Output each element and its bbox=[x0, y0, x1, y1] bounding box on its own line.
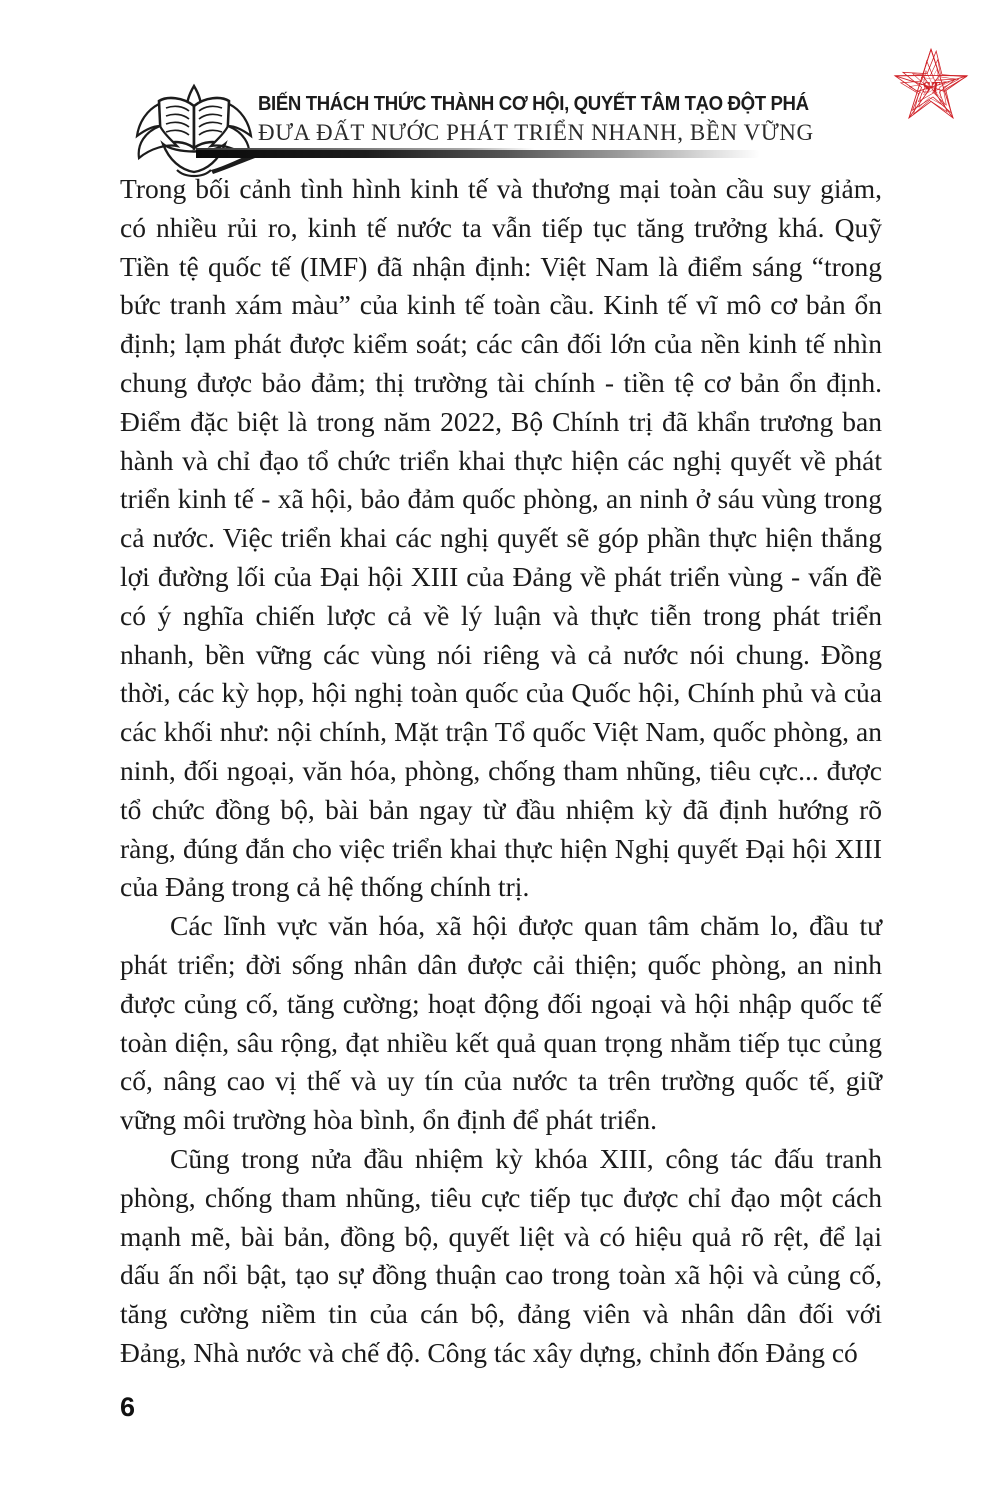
header-title-line1: BIẾN THÁCH THỨC THÀNH CƠ HỘI, QUYẾT TÂM TẠO ĐỘT PHÁ bbox=[258, 93, 809, 115]
paragraph: Cũng trong nửa đầu nhiệm kỳ khóa XIII, công tác đấu tranh phòng, chống tham nhũng, tiêu cực tiếp tục được chỉ đạo một cách mạnh mẽ, bài bản, đồng bộ, quyết liệt và có hiệu quả rõ rệt, để lại dấu ấn nổi bật, tạo sự đồng thuận cao trong toàn xã hội và củng cố, tăng cường niềm tin của cán bộ, đảng viên và nhân dân đối với Đảng, Nhà nước và chế độ. Công tác xây dựng, chỉnh đốn Đảng có bbox=[120, 1142, 882, 1368]
header-title-line2: ĐƯA ĐẤT NƯỚC PHÁT TRIỂN NHANH, BỀN VỮNG bbox=[258, 120, 814, 145]
page-number: 6 bbox=[120, 1392, 136, 1422]
paragraph: Các lĩnh vực văn hóa, xã hội được quan tâm chăm lo, đầu tư phát triển; đời sống nhân dân được cải thiện; quốc phòng, an ninh được củng cố, tăng cường; hoạt động đối ngoại và hội nhập quốc tế toàn diện, sâu rộng, đạt nhiều kết quả quan trọng nhằm tiếp tục củng cố, nâng cao vị thế và uy tín của nước ta trên trường quốc tế, giữ vững môi trường hòa bình, ổn định để phát triển. bbox=[120, 910, 882, 1136]
svg-text:ST: ST bbox=[922, 79, 940, 97]
page-body bbox=[120, 170, 882, 1373]
header-gradient-rule bbox=[196, 150, 760, 158]
running-header bbox=[258, 93, 818, 146]
paragraph: Trong bối cảnh tình hình kinh tế và thương mại toàn cầu suy giảm, có nhiều rủi ro, kinh tế nước ta vẫn tiếp tục tăng trưởng khá. Quỹ Tiền tệ quốc tế (IMF) đã nhận định: Việt Nam là điểm sáng “trong bức tranh xám màu” của kinh tế toàn cầu. Kinh tế vĩ mô cơ bản ổn định; lạm phát được kiểm soát; các cân đối lớn của nền kinh tế nhìn chung được bảo đảm; thị trường tài chính - tiền tệ cơ bản ổn định. Điểm đặc biệt là trong năm 2022, Bộ Chính trị đã khẩn trương ban hành và chỉ đạo tổ chức triển khai thực hiện các nghị quyết về phát triển kinh tế - xã hội, bảo đảm quốc phòng, an ninh ở sáu vùng trong cả nước. Việc triển khai các nghị quyết sẽ góp phần thực hiện thắng lợi đường lối của Đại hội XIII của Đảng về phát triển vùng - vấn đề có ý nghĩa chiến lược cả về lý luận và thực tiễn trong phát triển nhanh, bền vững các vùng nói riêng và cả nước nói chung. Đồng thời, các kỳ họp, hội nghị toàn quốc của Quốc hội, Chính phủ và của các khối như: nội chính, Mặt trận Tổ quốc Việt Nam, quốc phòng, an ninh, đối ngoại, văn hóa, phòng, chống tham nhũng, tiêu cực... được tổ chức đồng bộ, bài bản ngay từ đầu nhiệm kỳ đã định hướng rõ ràng, đúng đắn cho việc triển khai thực hiện Nghị quyết Đại hội XIII của Đảng trong cả hệ thống chính trị. bbox=[120, 173, 882, 903]
red-star-publisher-emblem-icon bbox=[886, 42, 976, 132]
